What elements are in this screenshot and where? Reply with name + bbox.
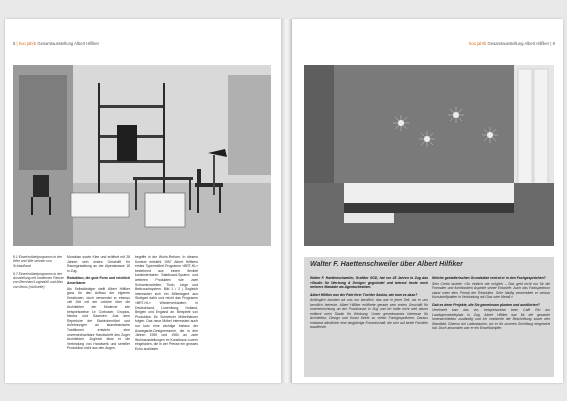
interview-column-2 xyxy=(432,273,550,373)
interview-box xyxy=(304,257,554,377)
caption: 8.1 Einzelmöbelprogramm in der Wier und Wie sehnen von Schlaufland xyxy=(13,255,62,268)
answer: Vereinzelt kam das vor, beispielsweise beim Café Rio am Landsgemeindeplatz in Zug. Albert Hilfiker war für die gesamte Innenarchitektur zuständig und ich realisierte die Beschriftung sowie den Wandbild. Ebenso bei Ladenbauten, wo er für unseren Schriftzug eingesetzt hat. Doch ansonsten war er ein Einzelkämpfer. xyxy=(432,308,550,330)
magazine-spread xyxy=(1,1,566,400)
page-number: | 9 xyxy=(550,41,555,46)
page-title: Gesamtausstellung Albert Hilfiker xyxy=(37,41,100,46)
right-page xyxy=(292,19,563,383)
left-page xyxy=(5,19,281,383)
interview-title: Walter F. Haettenschweiler über Albert Hilfiker xyxy=(310,261,463,268)
right-page-header xyxy=(469,41,555,46)
showroom-photo xyxy=(13,65,271,246)
answer: Sein Credo lautete: «So einfach wie möglich – Das geht nicht nur für die Formalen und funktionalen Aspekte seiner Entwürfe. Auch das Farbspektrum stand unter dem Primat der Reduktion. Sehr häufig verwendete er weisse Kunststoffplatten in Verbindung mit Glas oder Metall.» xyxy=(432,281,550,299)
bedroom-photo xyxy=(304,65,554,246)
section-label: hoo jahrb xyxy=(468,41,487,46)
text-column-1 xyxy=(67,255,130,381)
question: Welche gestalterischen Grundsätze vertrat er in den Fachgesprächen? xyxy=(432,276,546,280)
page-number: 8 xyxy=(13,41,16,46)
photo-captions xyxy=(13,255,65,293)
intro: Walter F. Haettenschweiler, Grafiker SGD, hat vor 45 Jahren in Zug das «Studio für Werbung & Design» gegründet und betreut heute noch mehrere Mandate als Agenturbesitzer. xyxy=(310,276,428,289)
paragraph: begriffe in der Wohn-Reform. In diesem Kontext entsteht 1957 Albert Hilfikers erstes Typenmöbel-Programm «BRT-HL» bestehend aus einem flexibel kombinierbaren Stabboard-System und weiteren Produkten wie zwei Schrankmodellen, Tisch, Liege und Bettcouchsystem. Bild 1 / 2 | Sogleich interessiert sich ein Möbelagent aus Stuttgart dafür und reicht das Programm «BRT-HL» Wiederverkäufern in Deutschland, Luxemburg, Holland, Belgien und England an. Beispiele von Produktion für Schweizer Möbelhäuser folgen. Das neue Möbel interessiert auch nur kurz eine wichtige Instanz der Avantgarde-Designerszene, die in den Jahren 1959 und 1960 an zwei Wohnausstellungen im Kunsthaus Luzern eingeladen, die in der Presse ein grosses Echo auslösten. xyxy=(135,255,198,351)
left-page-header xyxy=(13,41,99,46)
question: Albert Hilfiker war der Pate Ihrer Tochter Saskia, wie kam es dazu? xyxy=(310,292,418,297)
subheading: Reduktion, die gute Form und reichlich Amerikaner xyxy=(67,276,130,285)
answer: Anfänglich kannten wir uns nur beruflich, das war in jener Zeit, als er uns beruflich betreute. Albert Hilfiker eröffnete gerade sein erstes Geschäft für Inneneinrichtung an der Poststrasse in Zug und ich hatte nicht weit davon entfernt mein Studio für Werbung. Unser gemeinsames Interesse für Architektur, Design und Kunst führte zu vielen Fachgesprächen. Daraus entstand allmählich eine langjährige Freundschaft, die sich auf beide Familien ausdehnte. xyxy=(310,298,428,329)
question: Gab es denn Projekte, die Sie gemeinsam planten und ausführten? xyxy=(432,302,540,307)
text-column-2 xyxy=(135,255,198,381)
paragraph: Als Selbständiger stellt Albert Hilfiker ganz für den Aufbau der eigenen Kreationen, doch verwendet er ebenso viel Zeit mit der Lektüre über die Architekten der Moderne wie beispielsweise Le Corbusier, Gropius, Neutra und Saarinen. Aus dem Repertoire der Stahlrohrmöbel und Anlehnungen an skandinavische Traditionen entsteht eine unverwechselbare Handschrift des Zuger Architekten. Zugleich lässt er die Verbindung von Handwerk und serieller Produktion nicht aus den Augen. xyxy=(67,286,130,351)
caption: 8.7 Einzelmöbelprogramm in der Ausstellung mit modernen Pariser von Bernhard Luginbühl und Max von Moos (rückseite) xyxy=(13,271,64,289)
page-title: Gesamtausstellung Albert Hilfiker xyxy=(487,41,550,46)
spine xyxy=(281,19,292,383)
paragraph: Mondrian sowie Klee und eröffnet mit 28 Jahren sein erstes Geschäft für Raumgestaltung an der Alpenstrasse 18 in Zug. xyxy=(67,255,130,273)
interview-column-1 xyxy=(310,273,428,373)
section-label: | hoo jahrb xyxy=(16,41,37,46)
